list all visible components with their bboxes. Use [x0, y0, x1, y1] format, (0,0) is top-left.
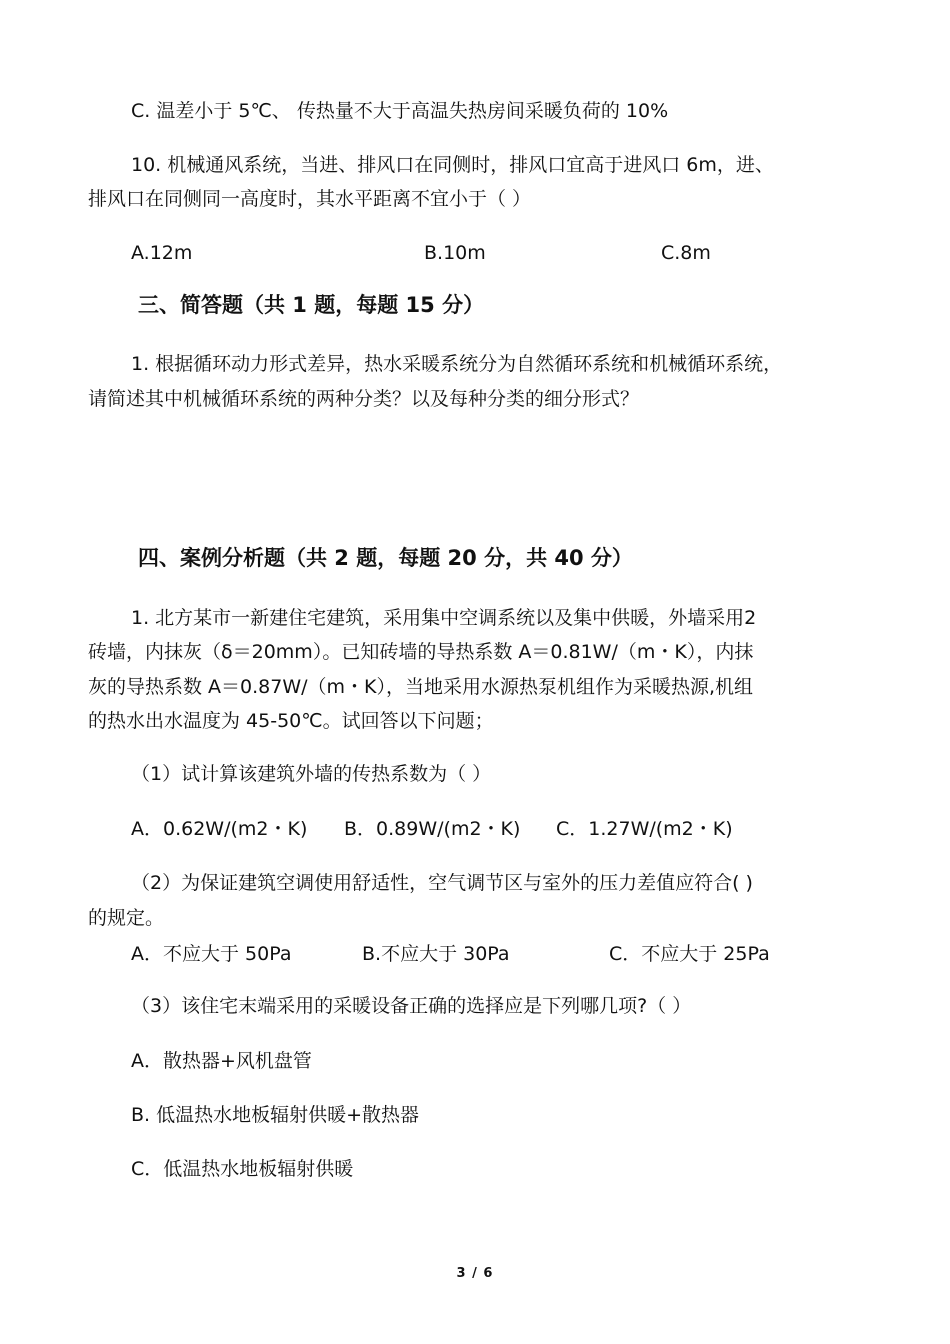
- q10-option-a: A.12m: [131, 242, 193, 264]
- sub3-option-c: C．低温热水地板辐射供暖: [131, 1158, 354, 1180]
- sub3-option-a: A．散热器+风机盘管: [131, 1050, 312, 1072]
- q10-text-line1: 10. 机械通风系统，当进、排风口在同侧时，排风口宜高于进风口 6m，进、: [131, 154, 774, 176]
- sub2-question-line2: 的规定。: [88, 907, 165, 929]
- section4-heading: 四、案例分析题（共 2 题，每题 20 分，共 40 分）: [138, 546, 633, 570]
- case1-line4: 的热水出水温度为 45-50℃。试回答以下问题；: [88, 710, 494, 732]
- sub1-option-a: A．0.62W/(m2・K): [131, 818, 308, 840]
- section3-q1-line2: 请简述其中机械循环系统的两种分类？以及每种分类的细分形式？: [88, 388, 640, 410]
- sub2-option-c: C．不应大于 25Pa: [609, 943, 770, 965]
- sub1-question: （1）试计算该建筑外墙的传热系数为（ ）: [131, 763, 492, 785]
- q10-option-c: C.8m: [661, 242, 711, 264]
- sub3-question: （3）该住宅末端采用的采暖设备正确的选择应是下列哪几项?（ ）: [131, 995, 692, 1017]
- sub2-option-b: B.不应大于 30Pa: [362, 943, 510, 965]
- q10-option-b: B.10m: [424, 242, 486, 264]
- case1-line3: 灰的导热系数 A＝0.87W/（m・K），当地采用水源热泵机组作为采暖热源,机组: [88, 676, 754, 698]
- sub2-question-line1: （2）为保证建筑空调使用舒适性，空气调节区与室外的压力差值应符合( ): [131, 872, 753, 894]
- section3-heading: 三、简答题（共 1 题，每题 15 分）: [138, 293, 485, 317]
- page-number: 3 / 6: [456, 1266, 494, 1281]
- sub2-option-a: A．不应大于 50Pa: [131, 943, 292, 965]
- q10-text-line2: 排风口在同侧同一高度时，其水平距离不宜小于（ ）: [88, 188, 532, 210]
- case1-line1: 1. 北方某市一新建住宅建筑，采用集中空调系统以及集中供暖，外墙采用2: [131, 607, 757, 629]
- sub3-option-b: B. 低温热水地板辐射供暖+散热器: [131, 1104, 420, 1126]
- sub1-option-b: B．0.89W/(m2・K): [344, 818, 521, 840]
- case1-line2: 砖墙，内抹灰（δ＝20mm）。已知砖墙的导热系数 A＝0.81W/（m・K），内抹: [88, 641, 754, 663]
- section3-q1-line1: 1. 根据循环动力形式差异，热水采暖系统分为自然循环系统和机械循环系统，: [131, 353, 783, 375]
- sub1-option-c: C．1.27W/(m2・K): [556, 818, 733, 840]
- q9-option-c: C. 温差小于 5℃、 传热量不大于高温失热房间采暖负荷的 10%: [131, 100, 669, 122]
